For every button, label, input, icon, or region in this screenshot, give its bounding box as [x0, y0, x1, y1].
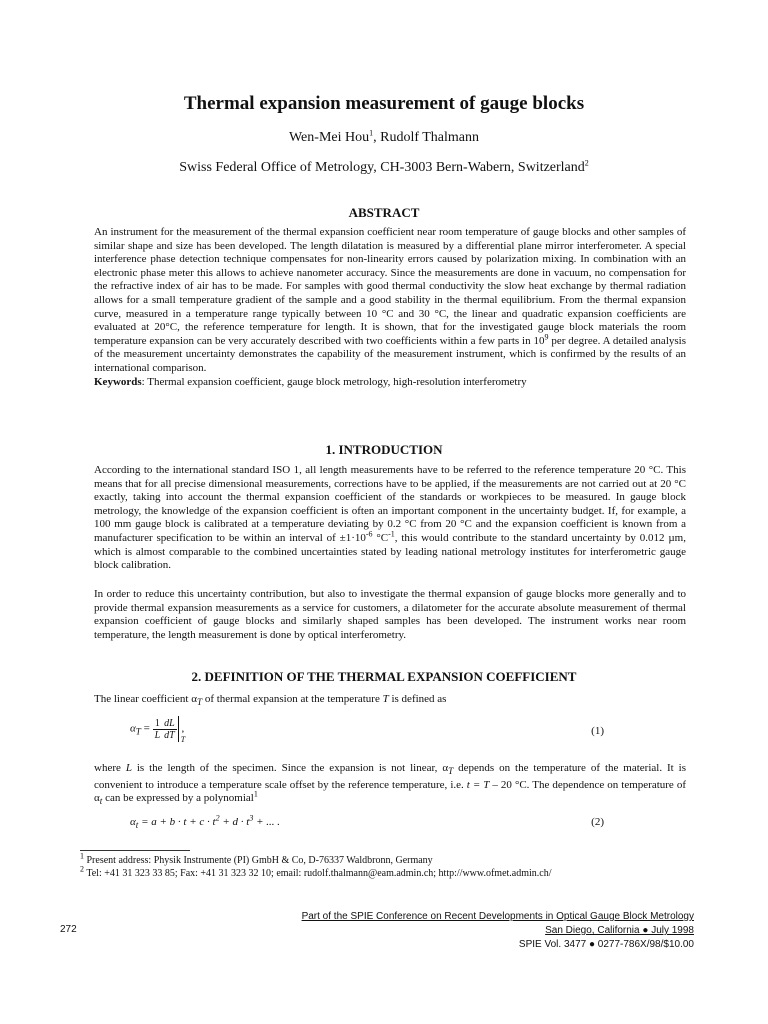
affiliation-text: Swiss Federal Office of Metrology, CH-3003 Bern-Wabern, Switzerland [179, 160, 585, 175]
author-hou: Wen-Mei Hou [288, 130, 370, 145]
conference-line-2: San Diego, California ● July 1998 [545, 925, 694, 936]
eq1-frac2-num: dL [164, 717, 175, 729]
eq1-fraction-1 [153, 718, 163, 741]
eq1-eval-sub: T [180, 735, 186, 744]
author-line [0, 130, 768, 146]
def-p2-text-c: depends on the temperature of the material. It is convenient to introduce a temperature scale offset by the reference temperature, i.e. [94, 762, 687, 791]
footnote-2-text: Tel: +41 31 323 33 85; Fax: +41 31 323 32 10; email: rudolf.thalmann@eam.admin.ch; http://www.ofmet.admin.ch/ [84, 868, 552, 879]
intro-p1-exp1: -6 [365, 529, 373, 539]
intro-p1-text-b: , this would contribute to the standard uncertainty by 0.012 µm, which is almost comparable to the combined uncertainties stated by leading national metrology institutes for interferometric gauge block calibration. [94, 531, 686, 572]
equation-2-number: (2) [591, 816, 604, 828]
eq2-rhs-1: = a + b · t + c · t [138, 816, 216, 828]
introduction-paragraph-2: In order to reduce this uncertainty contribution, but also to investigate the thermal expansion of gauge blocks more generally and to provide thermal expansion measurements as a service for customers, a dilatometer for the accurate absolute measurement of thermal expansion coefficient of gauge blocks and similarly shaped samples has been developed. The instrument works near room temperature, the length measurement is done by optical interferometry. [94, 588, 686, 641]
affiliation-footnote-mark: 2 [584, 158, 589, 168]
footnote-1 [80, 851, 700, 867]
def-p1-text-c: is defined as [388, 693, 447, 705]
eq1-fraction-2 [162, 718, 177, 741]
abstract-exponent: 9 [544, 332, 549, 342]
definition-paragraph-2 [94, 762, 686, 809]
eq1-evaluation-bar [178, 716, 186, 744]
keywords-text: : Thermal expansion coefficient, gauge block metrology, high-resolution interferometry [141, 375, 527, 388]
def-p1-text-b: of thermal expansion at the temperature [202, 693, 383, 705]
abstract-text-1: An instrument for the measurement of the thermal expansion coefficient near room temperature of gauge blocks and other samples of similar shape and size has been developed. The length dilatation is measured by a differential plane mirror interferometer. A special interference phase detection technique compensates for non-linearity errors caused by polarization mixing. In combination with an electronic phase meter this allows to achieve nanometer accuracy. Since the measurements are done in vacuum, no compensation for the refractive index of air has to be made. For samples with good thermal conductivity the slow heat exchange by thermal radiation allows for a small temperature gradient of the sample and a good stability in the thermal equilibrium. From the thermal expansion curve, measured in a temperature range typically between 10 °C and 30 °C, the linear and quadratic expansion coefficients are evaluated at 20°C, the reference temperature for length. It is shown, that for the investigated gauge block materials the room temperature expansion can be very accurately described with two coefficients within a few parts in 10 [94, 226, 686, 347]
introduction-paragraph-1 [94, 464, 686, 573]
equation-1-number: (1) [591, 725, 604, 737]
eq1-equals: = [140, 722, 153, 735]
intro-p1-exp2: -1 [388, 529, 395, 539]
def-p2-mark: 1 [253, 789, 258, 799]
def-p2-text-e: can be expressed by a polynomial [102, 792, 254, 805]
definition-heading: 2. DEFINITION OF THE THERMAL EXPANSION COEFFICIENT [191, 669, 577, 684]
abstract-heading: ABSTRACT [348, 205, 420, 220]
affiliation [0, 160, 768, 176]
def-p2-L: L [125, 762, 132, 774]
eq2-tail: + ... . [253, 816, 281, 828]
def-p2-text-b: is the length of the specimen. Since the expansion is not linear, α [131, 762, 449, 774]
def-p1-text-a: The linear coefficient α [94, 693, 197, 705]
abstract-body [94, 226, 686, 389]
def-p2-text-a: where [94, 762, 126, 774]
def-p2-t: t = T [466, 778, 490, 791]
footnote-2 [80, 864, 700, 880]
definition-paragraph-1 [94, 693, 686, 710]
footnote-1-mark: 1 [80, 851, 84, 861]
eq1-tail: , [178, 722, 185, 735]
intro-p1-text-a: According to the international standard ISO 1, all length measurements have to be referred to the reference temperature 20 °C. This means that for all precise dimensional measurements, corrections have to be applied, if the measurements are not carried out at 20 °C exactly, taking into account the thermal expansion coefficient of the standards or workpieces to be measured. In gauge block metrology, the knowledge of the expansion coefficient is often an important component in the uncertainty budget. If, for example, a 100 mm gauge block is calibrated at a temperature deviating by 0.2 °C from 20 °C and the expansion coefficient is known from a manufacturer specification to be within an interval of ±1·10 [94, 464, 686, 544]
author-footnote-mark: 1 [369, 128, 374, 138]
def-p2-text-d: – 20 °C. The dependence on temperature of α [94, 778, 686, 805]
conference-line-1: Part of the SPIE Conference on Recent Developments in Optical Gauge Block Metrology [301, 911, 694, 922]
def-p2-sub: T [448, 766, 454, 777]
def-p1-sub: T [196, 697, 203, 708]
eq1-lhs-sub: T [135, 726, 141, 737]
eq2-cube: 3 [249, 813, 254, 823]
page-number: 272 [60, 924, 77, 935]
eq2-rhs-2: + d · t [219, 816, 250, 828]
intro-p1-unit: °C [372, 531, 389, 544]
def-p2-sub2: t [99, 796, 103, 807]
paper-title: Thermal expansion measurement of gauge blocks [183, 93, 585, 114]
eq2-lhs: α [130, 816, 136, 828]
keywords-label: Keywords [94, 375, 142, 388]
eq2-square: 2 [215, 813, 220, 823]
abstract-text-2: per degree. A detailed analysis of the measurement uncertainty demonstrates the capability of the measurement instrument, which is confirmed by the results of an international comparison. [94, 334, 686, 374]
eq1-frac1-num: 1 [153, 718, 163, 730]
eq1-frac1-den: L [154, 729, 161, 741]
equation-1 [130, 716, 686, 742]
eq1-lhs: α [130, 722, 136, 735]
conference-line-3: SPIE Vol. 3477 ● 0277-786X/98/$10.00 [518, 939, 694, 950]
author-separator: , [373, 130, 381, 145]
eq2-lhs-sub: t [135, 820, 139, 831]
author-thalmann: Rudolf Thalmann [380, 130, 480, 145]
footnote-1-text: Present address: Physik Instrumente (PI) GmbH & Co, D-76337 Waldbronn, Germany [84, 855, 433, 866]
def-p1-T: T [382, 693, 389, 705]
introduction-heading: 1. INTRODUCTION [325, 442, 443, 457]
footnote-rule [80, 850, 190, 851]
eq1-frac2-den: dT [164, 729, 175, 741]
equation-2 [130, 813, 686, 831]
footnote-2-mark: 2 [80, 864, 84, 874]
